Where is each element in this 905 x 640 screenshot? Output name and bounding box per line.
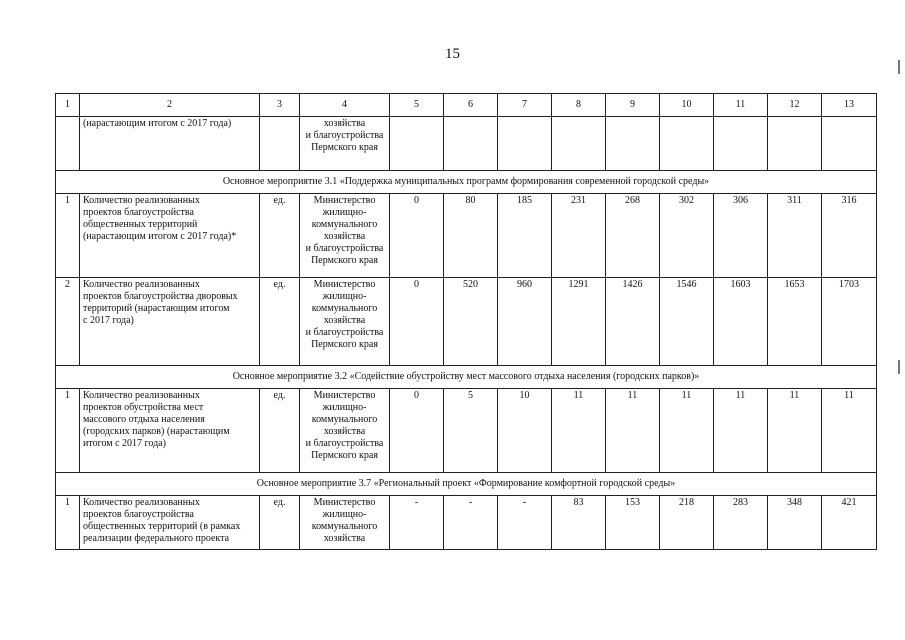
value-cell: 1426 (606, 278, 660, 366)
value-cell: 0 (390, 389, 444, 473)
section-title: Основное мероприятие 3.2 «Содействие обустройству мест массового отдыха населения (городских парков)» (56, 366, 877, 389)
indicator-name: Количество реализованных проектов обустройства мест массового отдыха населения (городских парков) (нарастающим итогом с 2017 года) (80, 389, 260, 473)
continuation-row (56, 117, 877, 171)
column-header: 11 (714, 94, 768, 117)
indicator-name: Количество реализованных проектов благоустройства дворовых территорий (нарастающим итогом с 2017 года) (80, 278, 260, 366)
indicator-name: (нарастающим итогом с 2017 года) (80, 117, 260, 171)
row-number: 1 (56, 389, 80, 473)
indicator-name: Количество реализованных проектов благоустройства общественных территорий (в рамках реализации федерального проекта (80, 496, 260, 550)
value-cell: 1546 (660, 278, 714, 366)
table-header-row (56, 94, 877, 117)
section-row (56, 171, 877, 194)
column-header: 7 (498, 94, 552, 117)
responsible-ministry: Министерство жилищно- коммунального хозяйства и благоустройства Пермского края (300, 194, 390, 278)
value-cell: 11 (822, 389, 877, 473)
column-header: 13 (822, 94, 877, 117)
value-cell: - (444, 496, 498, 550)
value-cell: 306 (714, 194, 768, 278)
value-cell: 218 (660, 496, 714, 550)
value-cell: 311 (768, 194, 822, 278)
value-cell: 11 (552, 389, 606, 473)
column-header: 12 (768, 94, 822, 117)
value-cell: 1703 (822, 278, 877, 366)
column-header: 9 (606, 94, 660, 117)
scan-edge-mark (898, 60, 900, 74)
value-cell: 11 (714, 389, 768, 473)
column-header: 3 (260, 94, 300, 117)
page-number: 15 (445, 46, 460, 62)
value-cell: 421 (822, 496, 877, 550)
indicators-table (55, 93, 877, 550)
value-cell: 153 (606, 496, 660, 550)
indicator-name: Количество реализованных проектов благоустройства общественных территорий (нарастающим итогом с 2017 года)* (80, 194, 260, 278)
value-cell: 0 (390, 194, 444, 278)
column-header: 2 (80, 94, 260, 117)
value-cell: 0 (390, 278, 444, 366)
value-cell: 348 (768, 496, 822, 550)
column-header: 8 (552, 94, 606, 117)
column-header: 1 (56, 94, 80, 117)
value-cell: 520 (444, 278, 498, 366)
value-cell: 83 (552, 496, 606, 550)
value-cell: 302 (660, 194, 714, 278)
table-row (56, 496, 877, 550)
value-cell: 1291 (552, 278, 606, 366)
value-cell: 5 (444, 389, 498, 473)
unit: ед. (260, 278, 300, 366)
responsible-ministry: Министерство жилищно- коммунального хозяйства (300, 496, 390, 550)
responsible-ministry: Министерство жилищно- коммунального хозяйства и благоустройства Пермского края (300, 278, 390, 366)
column-header: 6 (444, 94, 498, 117)
value-cell: 11 (768, 389, 822, 473)
scan-edge-mark (898, 360, 900, 374)
row-number: 2 (56, 278, 80, 366)
unit: ед. (260, 194, 300, 278)
value-cell: 268 (606, 194, 660, 278)
value-cell: 11 (660, 389, 714, 473)
section-row (56, 473, 877, 496)
value-cell: 960 (498, 278, 552, 366)
section-title: Основное мероприятие 3.7 «Региональный проект «Формирование комфортной городской среды» (56, 473, 877, 496)
row-number: 1 (56, 496, 80, 550)
value-cell: 231 (552, 194, 606, 278)
value-cell: 1603 (714, 278, 768, 366)
unit: ед. (260, 389, 300, 473)
value-cell: - (498, 496, 552, 550)
value-cell: 283 (714, 496, 768, 550)
value-cell: - (390, 496, 444, 550)
column-header: 4 (300, 94, 390, 117)
value-cell: 185 (498, 194, 552, 278)
section-title: Основное мероприятие 3.1 «Поддержка муниципальных программ формирования современной городской среды» (56, 171, 877, 194)
unit: ед. (260, 496, 300, 550)
row-number: 1 (56, 194, 80, 278)
column-header: 5 (390, 94, 444, 117)
section-row (56, 366, 877, 389)
responsible-ministry: Министерство жилищно- коммунального хозяйства и благоустройства Пермского края (300, 389, 390, 473)
table-row (56, 389, 877, 473)
column-header: 10 (660, 94, 714, 117)
value-cell: 316 (822, 194, 877, 278)
responsible-ministry: хозяйства и благоустройства Пермского края (300, 117, 390, 171)
table-row (56, 278, 877, 366)
value-cell: 1653 (768, 278, 822, 366)
value-cell: 11 (606, 389, 660, 473)
table-row (56, 194, 877, 278)
value-cell: 10 (498, 389, 552, 473)
value-cell: 80 (444, 194, 498, 278)
